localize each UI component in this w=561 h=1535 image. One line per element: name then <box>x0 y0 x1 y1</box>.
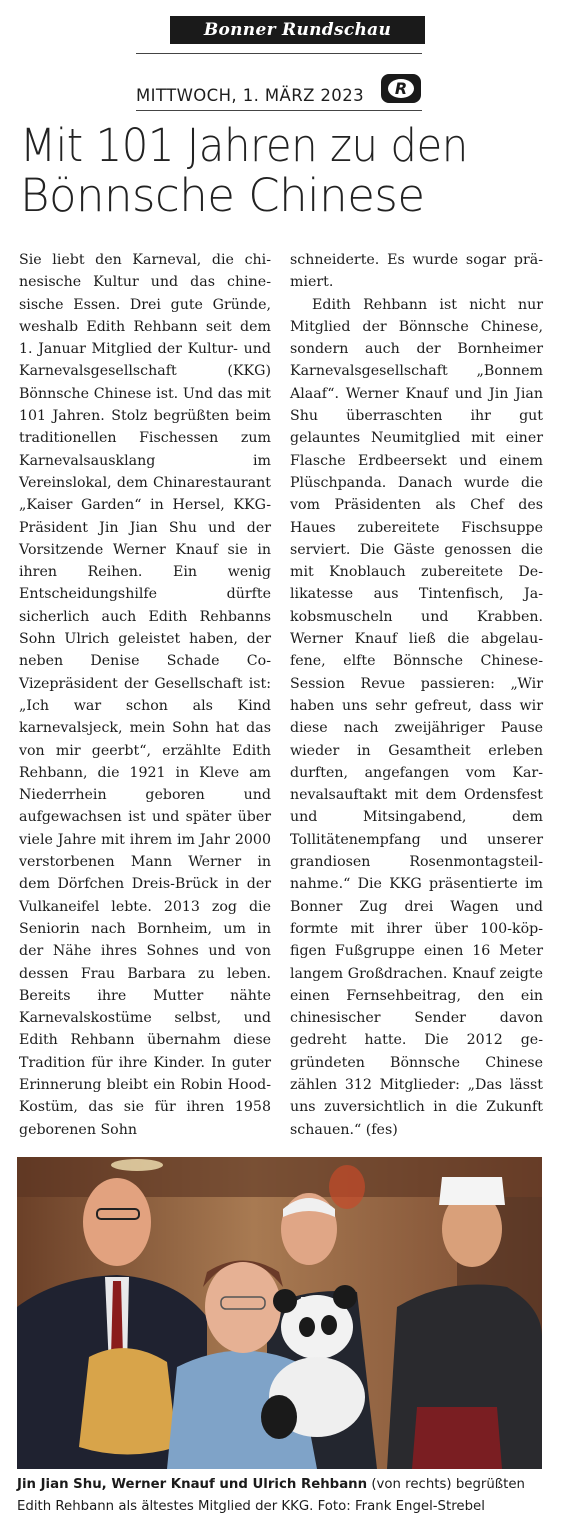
photo-illustration <box>17 1157 542 1469</box>
right-column-paragraph: Edith Rehbann ist nicht nur Mitglied der Bönnsche Chinese, sondern auch der Bornheimer Karnevalsgesellschaft „Bonnem Alaaf“. Werner Knauf und Jin Jian Shu überraschten ihr gut gelauntes Neumitglied mit einer Flasche Erdbeersekt und einem Plüschpanda. Danach wurde die vom Präsidenten als Chef des Haues zubereitete Fischsuppe serviert. Die Gäste genossen die mit Knoblauch zubereitete Delikatesse aus Tintenfisch, Jakobsmuscheln und Krabben. Werner Knauf ließ die abgelaufene, elfte Bönnsche Chinese-Session Revue passieren: „Wir haben uns sehr gefreut, dass wir diese nach zweijähriger Pause wieder in Gesamtheit erleben durften, angefangen vom Karnevalsauftakt mit dem Ordensfest und Mitsingabend, dem Tollitätenempfang und unserer grandiosen Rosenmontagsteilnahme.“ Die KKG präsentierte im Bonner Zug drei Wagen und formte mit ihrer über 100-köpfigen Fußgruppe einen 16 Meter langem Großdrachen. Knauf zeigte einen Fernsehbeitrag, den ein chinesischer Sender davon gedreht hatte. Die 2012 gegründeten Bönnsche Chinese zählen 312 Mitglieder: „Das lässt uns zuversichtlich in die Zukunft schauen.“ (fes) <box>290 296 543 1138</box>
headline-line-2: Bönnsche Chinese <box>20 169 425 222</box>
dateline-rule <box>136 110 422 111</box>
dateline: MITTWOCH, 1. MÄRZ 2023 <box>136 86 365 105</box>
article-column-right <box>290 249 543 1141</box>
left-column-text: Sie liebt den Karneval, die chinesische Kultur und das chinesische Essen. Drei gute Gründe, weshalb Edith Rehbann seit dem 1. Januar Mitglied der Kultur- und Karnevalsgesellschaft (KKG) Bönnsche Chinese ist. Und das mit 101 Jahren. Stolz begrüßten beim traditionellen Fischessen zum Karnevalsausklang im Vereinslokal, dem Chinarestaurant „Kaiser Garden“ in Hersel, KKG-Präsident Jin Jian Shu und der Vorsitzende Werner Knauf sie in ihren Reihen. Ein wenig Entscheidungshilfe dürfte sicherlich auch Edith Rehbanns Sohn Ulrich geleistet haben, der neben Denise Schade Co-Vizepräsident der Gesellschaft ist: „Ich war schon als Kind karnevalsjeck, mein Sohn hat das von mir geerbt“, erzählte Edith Rehbann, die 1921 in Kleve am Niederrhein geboren und aufgewachsen ist und später über viele Jahre mit ihrem im Jahr 2000 verstorbenen Mann Werner in dem Dörfchen Dreis-Brück in der Vulkaneifel lebte. 2013 zog die Seniorin nach Bornheim, um in der Nähe ihres Sohnes und von dessen Frau Barbara zu leben. Bereits ihre Mutter nähte Karnevalskostüme selbst, und Edith Rehbann übernahm diese Tradition für ihre Kinder. In guter Erinnerung bleibt ein Robin Hood-Kostüm, das sie für ihren 1958 geborenen Sohn <box>19 252 271 1138</box>
caption-names: Jin Jian Shu, Werner Knauf und Ulrich Rehbann <box>17 1477 368 1492</box>
newspaper-masthead: Bonner Rundschau <box>170 16 425 44</box>
rundschau-logo-icon <box>381 74 421 103</box>
photo-caption <box>17 1474 547 1518</box>
article-headline <box>20 121 550 221</box>
article-column-left <box>19 249 271 1141</box>
logo-letter: R <box>388 79 414 98</box>
article-photo <box>17 1157 542 1469</box>
masthead-rule <box>136 53 422 54</box>
headline-line-1: Mit 101 Jahren zu den <box>20 119 468 172</box>
caption-text: (von rechts) begrüßten Edith Rehbann als ältestes Mitglied der KKG. Foto: Frank Engel-Strebel <box>17 1477 525 1514</box>
right-column-start: schneiderte. Es wurde sogar prämiert. <box>290 252 543 291</box>
